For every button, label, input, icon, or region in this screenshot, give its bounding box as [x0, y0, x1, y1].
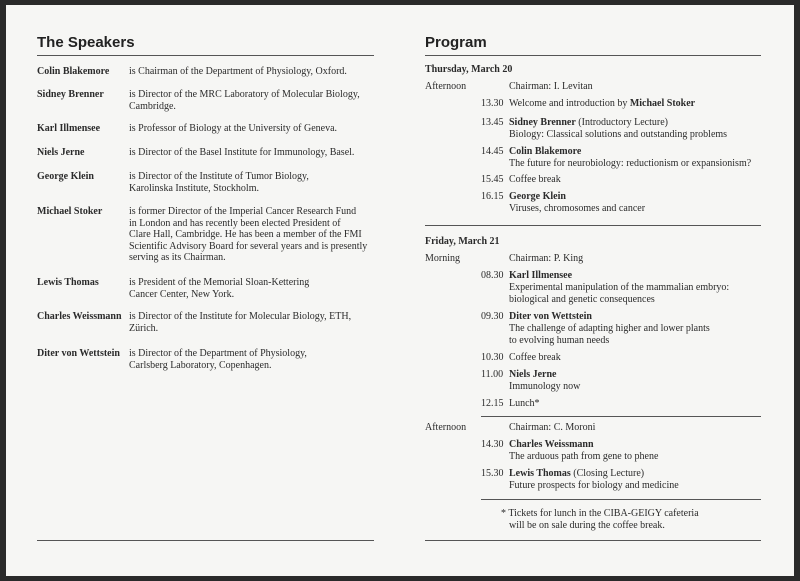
- session-time: 14.45: [481, 146, 504, 157]
- session-time: 13.45: [481, 117, 504, 128]
- session-description-line: biological and genetic consequences: [509, 293, 655, 305]
- speaker-description-line: is Director of the MRC Laboratory of Molecular Biology,: [129, 89, 360, 100]
- speaker-description-line: Clare Hall, Cambridge. He has been a member of the FMI: [129, 229, 362, 240]
- speaker-name: Charles Weissmann: [37, 311, 122, 322]
- speaker-name: Colin Blakemore: [37, 66, 110, 77]
- session-text: Coffee break: [509, 174, 561, 185]
- footnote-line-1: * Tickets for lunch in the CIBA-GEIGY cafeteria: [501, 508, 699, 519]
- session-title: [509, 439, 594, 451]
- session-speaker: Niels Jerne: [509, 369, 557, 380]
- session-time: 16.15: [481, 191, 504, 202]
- speaker-description-line: in London and has recently been elected President of: [129, 217, 341, 229]
- speaker-description-line: Karolinska Institute, Stockholm.: [129, 182, 259, 194]
- speaker-name: Niels Jerne: [37, 147, 85, 158]
- program-bottom-rule: [425, 540, 761, 541]
- session-speaker: Charles Weissmann: [509, 439, 594, 450]
- session-time: 09.30: [481, 311, 504, 322]
- session-description-line: The challenge of adapting higher and lower plants: [509, 323, 710, 334]
- session-speaker: Lewis Thomas: [509, 468, 571, 479]
- speaker-description-line: Scientific Advisory Board for several years and is presently: [129, 240, 368, 252]
- speaker-name: George Klein: [37, 171, 94, 182]
- speakers-heading-rule: [37, 55, 374, 56]
- session-time: 08.30: [481, 270, 504, 281]
- speaker-description-line: Carlsberg Laboratory, Copenhagen.: [129, 359, 272, 371]
- speaker-name: Sidney Brenner: [37, 89, 104, 100]
- session-title: [509, 98, 695, 110]
- session-title: [509, 311, 592, 323]
- day1-date: Thursday, March 20: [425, 64, 513, 75]
- speaker-description-line: Zürich.: [129, 322, 159, 334]
- session-speaker: Karl Illmensee: [509, 270, 573, 281]
- speaker-description-line: Cambridge.: [129, 100, 176, 112]
- session-time: 11.00: [481, 369, 504, 380]
- session-title: [509, 468, 644, 480]
- speaker-description-line: is Director of the Institute of Tumor Biology,: [129, 171, 309, 182]
- speaker-name: Karl Illmensee: [37, 123, 101, 134]
- session-speaker: Sidney Brenner: [509, 117, 576, 128]
- day1-rule: [425, 225, 761, 226]
- session-description-line: Viruses, chromosomes and cancer: [509, 203, 646, 214]
- speakers-heading: The Speakers: [37, 34, 135, 51]
- session-time: 14.30: [481, 439, 504, 450]
- session-description-line: The future for neurobiology: reductionism or expansionism?: [509, 158, 752, 169]
- session-title: [509, 398, 540, 410]
- speaker-description-line: is Director of the Department of Physiology,: [129, 348, 307, 359]
- speaker-name: Lewis Thomas: [37, 277, 99, 288]
- session-time: 15.45: [481, 174, 504, 185]
- session-text: Coffee break: [509, 352, 561, 363]
- session-time: 15.30: [481, 468, 504, 479]
- speaker-description-line: Cancer Center, New York.: [129, 288, 235, 300]
- session-speaker: Colin Blakemore: [509, 146, 582, 157]
- brochure-sheet: [6, 5, 794, 576]
- program-heading-rule: [425, 55, 761, 56]
- session-title: [509, 369, 557, 381]
- day1-chairman: Chairman: I. Levitan: [509, 81, 593, 92]
- session-text: Lunch*: [509, 398, 540, 409]
- speaker-name: Diter von Wettstein: [37, 348, 120, 359]
- session-time: 13.30: [481, 98, 504, 109]
- session-time: 10.30: [481, 352, 504, 363]
- session-title: [509, 146, 581, 158]
- speaker-description-line: is Chairman of the Department of Physiology, Oxford.: [129, 66, 347, 77]
- session-note: (Introductory Lecture): [575, 117, 668, 128]
- speaker-description-line: is Professor of Biology at the University of Geneva.: [129, 123, 338, 134]
- speaker-description-line: is Director of the Basel Institute for Immunology, Basel.: [129, 147, 355, 158]
- speaker-description-line: serving as its Chairman.: [129, 252, 226, 263]
- footnote-rule: [481, 499, 761, 500]
- footnote-line-2: will be on sale during the coffee break.: [509, 520, 665, 531]
- session-text: Welcome and introduction by: [509, 98, 630, 109]
- session-description-line: Immunology now: [509, 381, 581, 392]
- session-title: [509, 117, 668, 129]
- session-title: [509, 352, 561, 364]
- session-title: [509, 191, 566, 203]
- session-description-line: to evolving human needs: [509, 334, 610, 346]
- speakers-bottom-rule: [37, 540, 374, 541]
- session-note: (Closing Lecture): [570, 468, 645, 479]
- session-title: [509, 174, 561, 186]
- session-speaker: Diter von Wettstein: [509, 311, 592, 322]
- day2-chairman: Chairman: P. King: [509, 253, 584, 264]
- day1-session-label: Afternoon: [425, 81, 467, 92]
- session-description-line: Biology: Classical solutions and outstanding problems: [509, 129, 728, 140]
- day2-date: Friday, March 21: [425, 236, 500, 247]
- session-time: 12.15: [481, 398, 504, 409]
- session-speaker: George Klein: [509, 191, 566, 202]
- session-description-line: Experimental manipulation of the mammalian embryo:: [509, 282, 730, 293]
- session-description-line: The arduous path from gene to phene: [509, 451, 659, 462]
- speaker-name: Michael Stoker: [37, 206, 103, 217]
- session-speaker: Michael Stoker: [629, 98, 696, 109]
- day2-session-label: Morning: [425, 253, 460, 264]
- session-title: [509, 270, 572, 282]
- day2-morning-rule: [481, 416, 761, 417]
- session-description-line: Future prospects for biology and medicine: [509, 480, 679, 491]
- speaker-description-line: is President of the Memorial Sloan-Kettering: [129, 277, 310, 288]
- speaker-description-line: is Director of the Institute for Molecular Biology, ETH,: [129, 311, 352, 322]
- day2-afternoon-label: Afternoon: [425, 422, 467, 433]
- speaker-description-line: is former Director of the Imperial Cancer Research Fund: [129, 206, 357, 217]
- day2-afternoon-chairman: Chairman: C. Moroni: [509, 422, 596, 433]
- program-heading: Program: [425, 34, 487, 51]
